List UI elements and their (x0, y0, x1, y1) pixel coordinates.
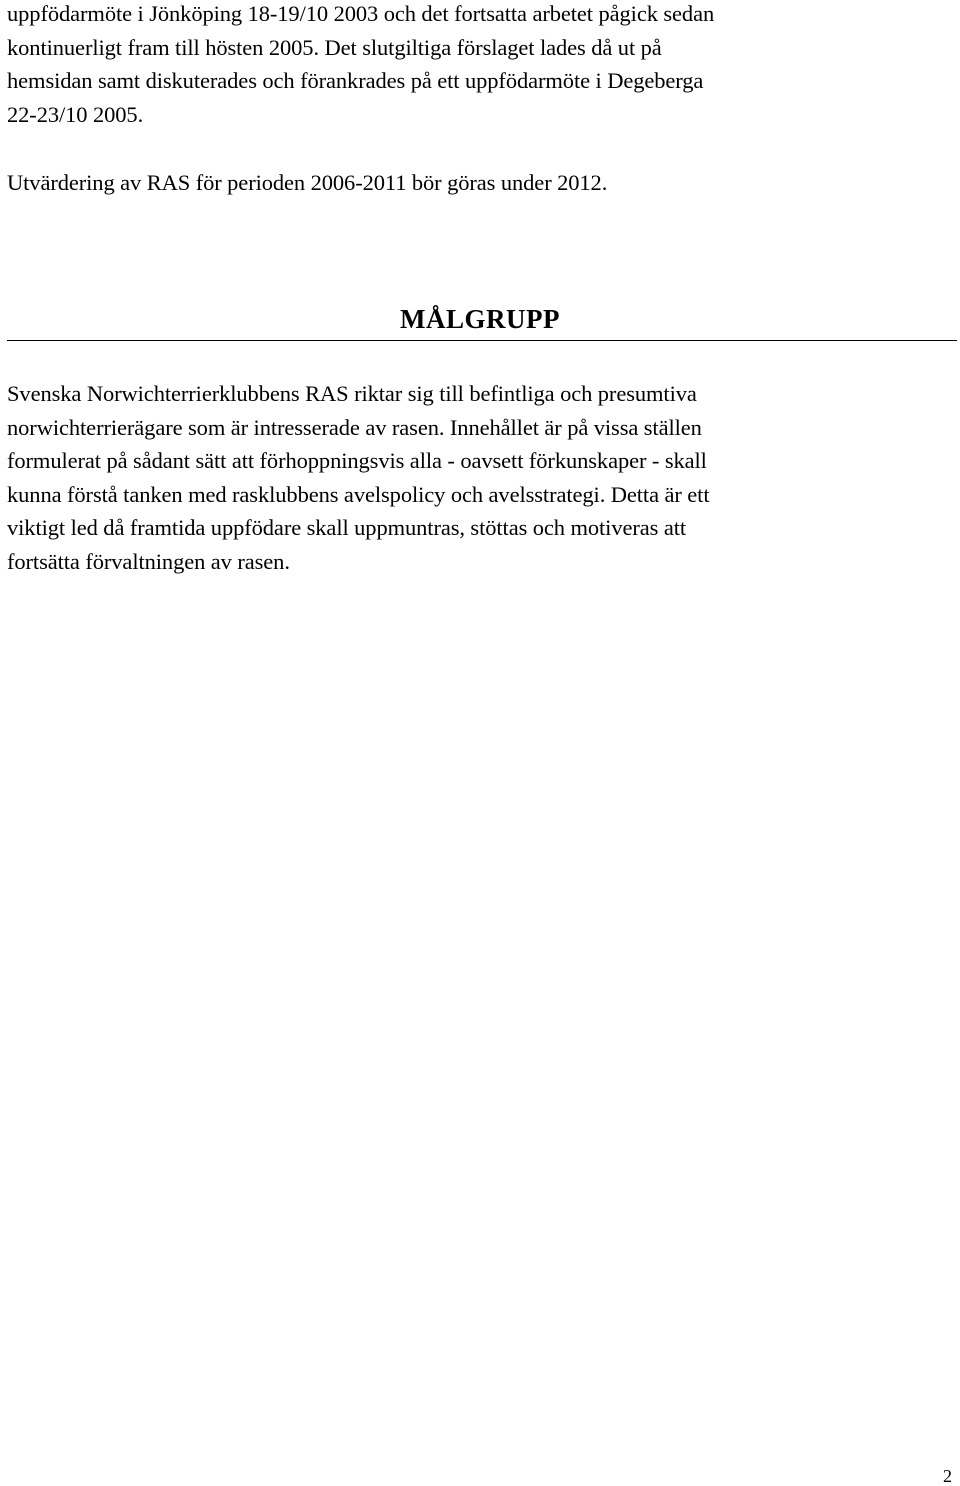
target-group-paragraph: Svenska Norwichterrierklubbens RAS riktar sig till befintliga och presumtiva norwichterrierägare som är intresserade av rasen. Innehållet är på vissa ställen formulerat på sådant sätt att förhoppningsvis alla - oavsett förkunskaper - skall kunna förstå tanken med rasklubbens avelspolicy och avelsstrategi. Detta är ett viktigt led då framtida uppfödare skall uppmuntras, stöttas och motiveras att fortsätta förvaltningen av rasen. (7, 381, 710, 574)
intro-paragraph: uppfödarmöte i Jönköping 18-19/10 2003 och det fortsatta arbetet pågick sedan kontinuerligt fram till hösten 2005. Det slutgiltiga förslaget lades då ut på hemsidan samt diskuterades och förankrades på ett uppfödarmöte i Degeberga 22-23/10 2005. (7, 1, 715, 127)
section-heading: MÅLGRUPP (400, 304, 560, 334)
page-number: 2 (943, 1466, 952, 1486)
heading-divider (7, 340, 957, 341)
evaluation-paragraph: Utvärdering av RAS för perioden 2006-2011 bör göras under 2012. (7, 170, 608, 195)
